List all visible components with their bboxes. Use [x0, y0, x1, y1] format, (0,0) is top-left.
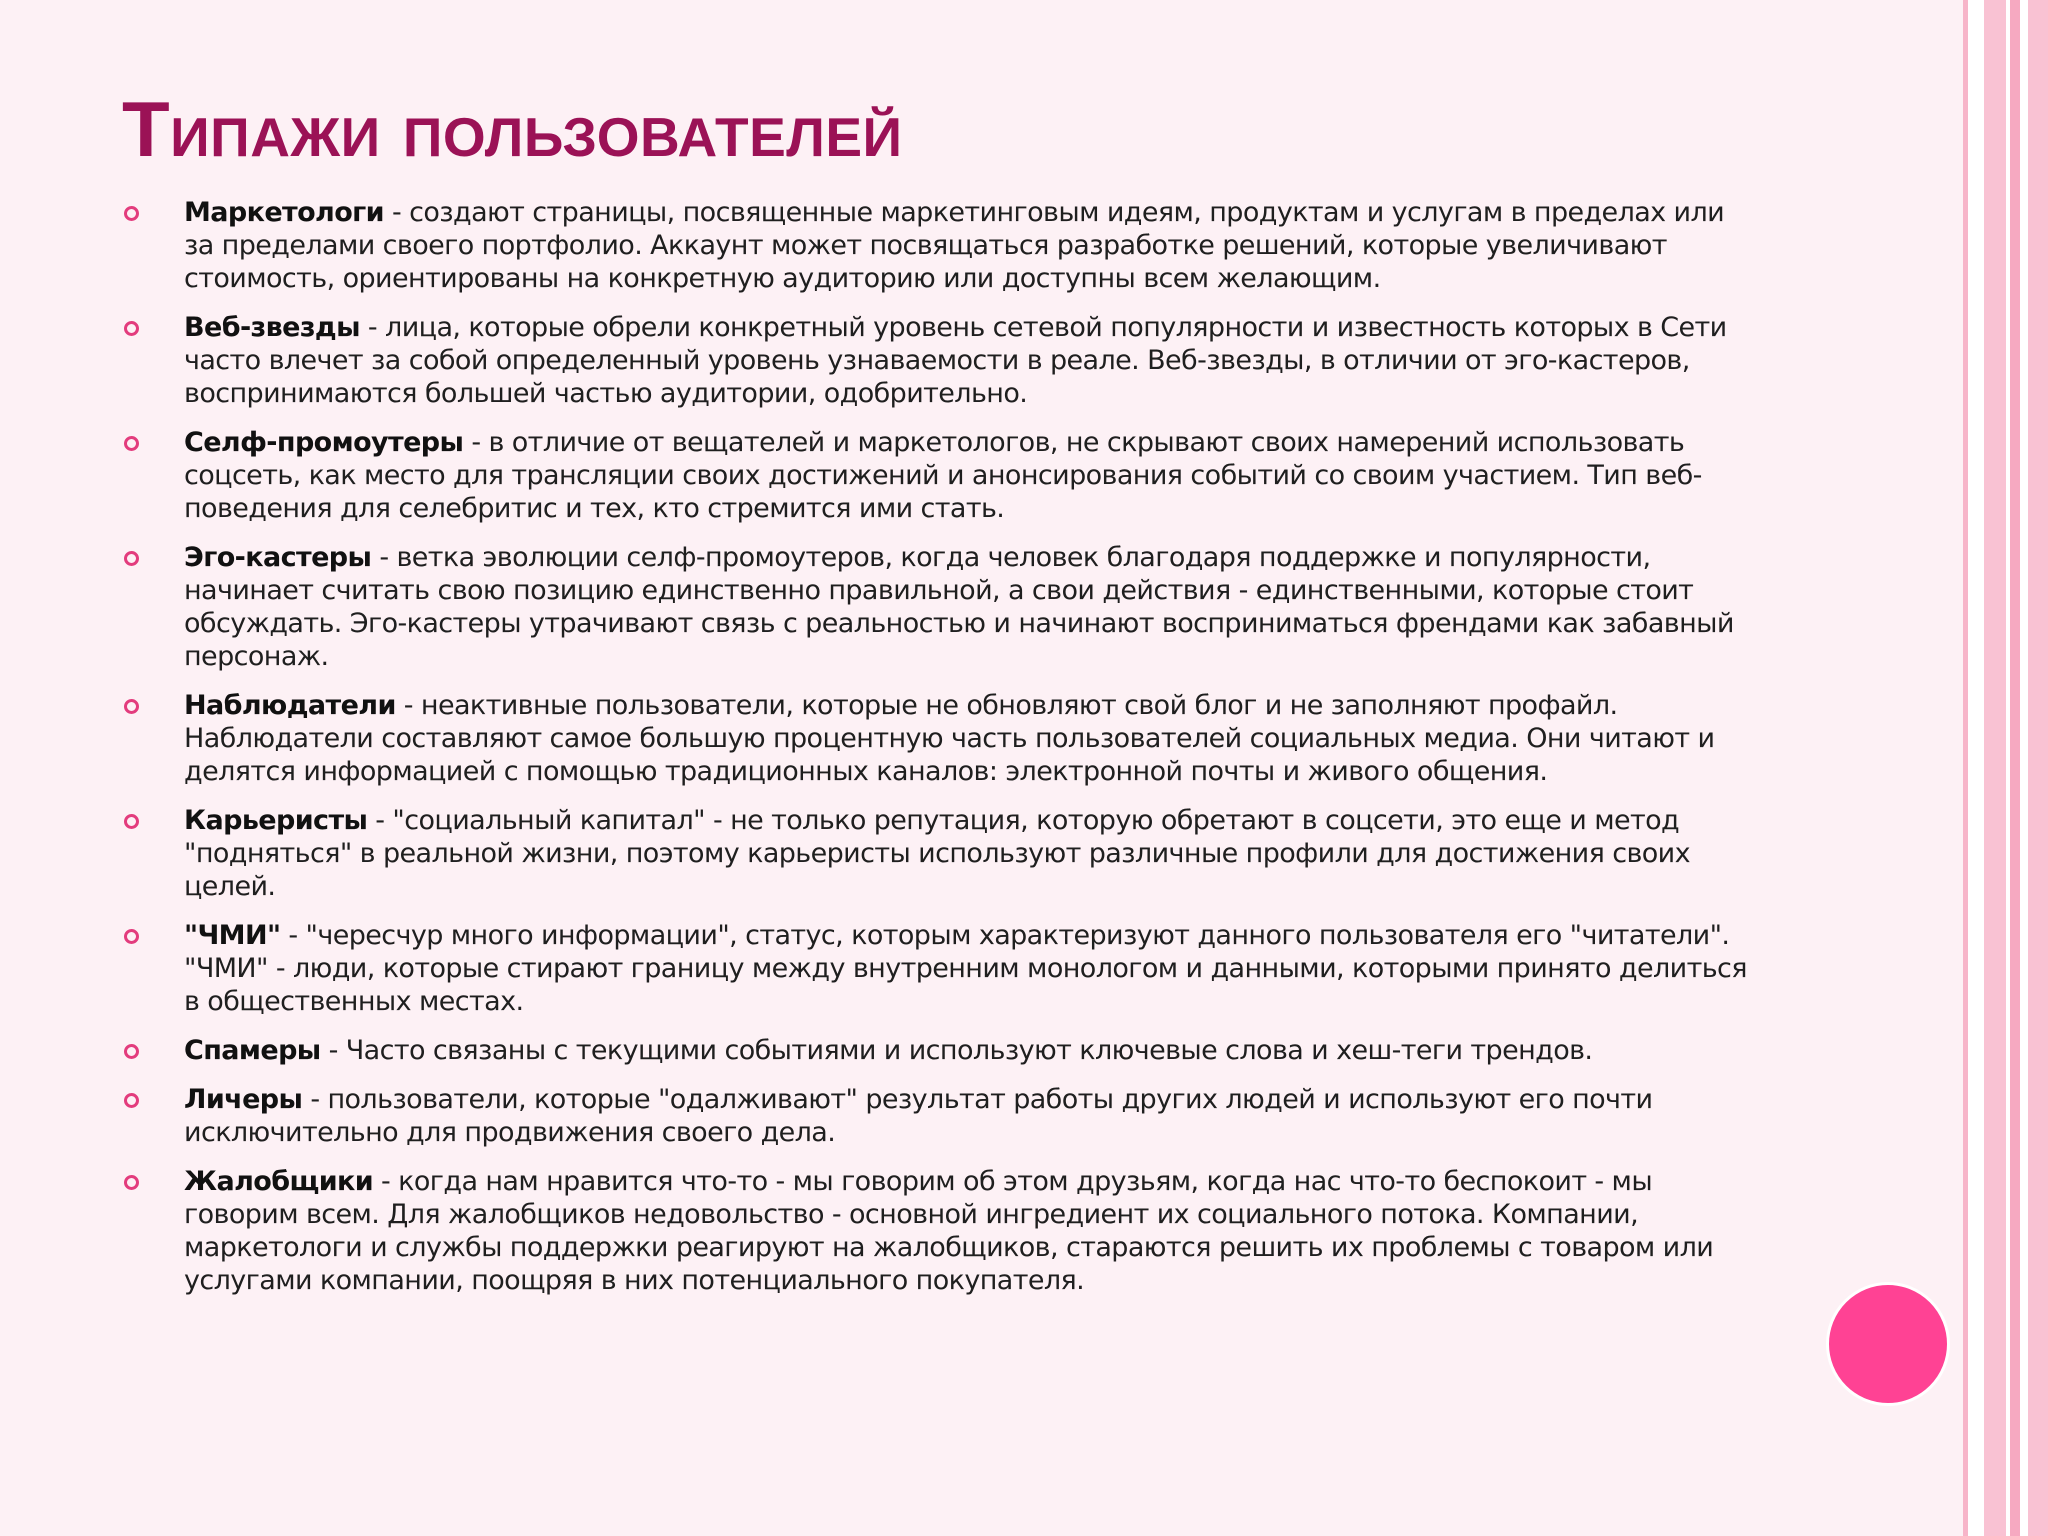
term-label: Жалобщики — [184, 1166, 374, 1197]
bullet-icon — [124, 1175, 139, 1190]
bullet-icon — [124, 814, 139, 829]
decorative-circle — [1826, 1282, 1950, 1406]
bullet-icon — [124, 699, 139, 714]
term-label: Эго-кастеры — [184, 542, 372, 573]
bullet-icon — [124, 1044, 139, 1059]
bullet-icon — [124, 206, 139, 221]
list-item-careerists — [0, 804, 1760, 903]
list-item-ego-casters — [0, 541, 1760, 673]
term-description: - "социальный капитал" - не только репутация, которую обретают в соцсети, это еще и метод "подняться" в реальной жизни, поэтому карьеристы используют различные профили для достижения своих целей. — [184, 805, 1691, 902]
bullet-icon — [124, 321, 139, 336]
list-item-complainers — [0, 1165, 1760, 1297]
term-description: - неактивные пользователи, которые не обновляют свой блог и не заполняют профайл. Наблюдатели составляют самое большую процентную часть пользователей социальных медиа. Они читают и делятся информацией с помощью традиционных каналов: электронной почты и живого общения. — [184, 690, 1715, 787]
border-stripe — [2010, 0, 2020, 1536]
term-description: - создают страницы, посвященные маркетинговым идеям, продуктам и услугам в пределах или за пределами своего портфолио. Аккаунт может посвящаться разработке решений, которые увеличивают стоимость, ориентированы на конкретную аудиторию или доступны всем желающим. — [184, 197, 1725, 294]
user-types-list — [0, 196, 1760, 1313]
term-label: Веб-звезды — [184, 312, 360, 343]
border-stripe — [1984, 0, 2006, 1536]
term-description: - "чересчур много информации", статус, которым характеризуют данного пользователя его "читатели". "ЧМИ" - люди, которые стирают границу между внутренним монологом и данными, которыми принято делиться в общественных местах. — [184, 920, 1747, 1017]
list-item-web-stars — [0, 311, 1760, 410]
term-description: - ветка эволюции селф-промоутеров, когда человек благодаря поддержке и популярности, начинает считать свою позицию единственно правильной, а свои действия - единственными, которые стоит обсуждать. Эго-кастеры утрачивают связь с реальностью и начинают восприниматься френдами как забавный персонаж. — [184, 542, 1734, 672]
bullet-icon — [124, 436, 139, 451]
list-item-tmi — [0, 919, 1760, 1018]
list-item-spammers — [0, 1034, 1760, 1067]
border-stripe — [2028, 0, 2048, 1536]
term-description: - Часто связаны с текущими событиями и используют ключевые слова и хеш-теги трендов. — [320, 1035, 1593, 1066]
term-label: Карьеристы — [184, 805, 368, 836]
term-description: - когда нам нравится что-то - мы говорим об этом друзьям, когда нас что-то беспокоит - мы говорим всем. Для жалобщиков недовольство - основной ингредиент их социального потока. Компании, маркетологи и службы поддержки реагируют на жалобщиков, стараются решить их проблемы с товаром или услугами компании, поощряя в них потенциального покупателя. — [184, 1166, 1714, 1296]
list-item-marketers — [0, 196, 1760, 295]
term-label: Наблюдатели — [184, 690, 396, 721]
bullet-icon — [124, 929, 139, 944]
bullet-icon — [124, 551, 139, 566]
border-stripe — [2020, 0, 2028, 1536]
list-item-leechers — [0, 1083, 1760, 1149]
term-description: - пользователи, которые "одалживают" результат работы других людей и используют его почти исключительно для продвижения своего дела. — [184, 1084, 1653, 1148]
slide-title: Типажи пользователей — [122, 85, 903, 173]
list-item-self-promoters — [0, 426, 1760, 525]
bullet-icon — [124, 1093, 139, 1108]
term-label: Маркетологи — [184, 197, 385, 228]
term-label: Личеры — [184, 1084, 303, 1115]
term-label: Селф-промоутеры — [184, 427, 464, 458]
border-stripe — [1968, 0, 1984, 1536]
term-description: - в отличие от вещателей и маркетологов, не скрывают своих намерений использовать соцсеть, как место для трансляции своих достижений и анонсирования событий со своим участием. Тип веб-поведения для селебритис и тех, кто стремится ими стать. — [184, 427, 1702, 524]
list-item-observers — [0, 689, 1760, 788]
term-label: Спамеры — [184, 1035, 321, 1066]
term-label: "ЧМИ" — [184, 920, 281, 951]
term-description: - лица, которые обрели конкретный уровень сетевой популярности и известность которых в Сети часто влечет за собой определенный уровень узнаваемости в реале. Веб-звезды, в отличии от эго-кастеров, воспринимаются большей частью аудитории, одобрительно. — [184, 312, 1727, 409]
